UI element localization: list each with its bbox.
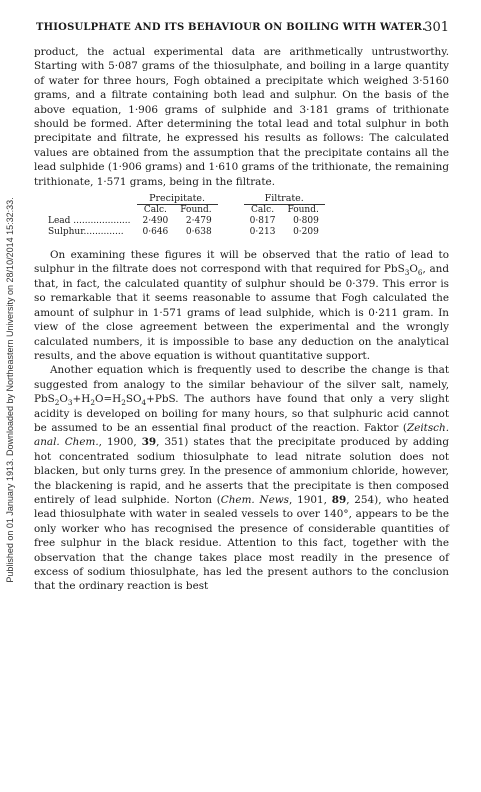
cell: 0·209 xyxy=(293,227,319,238)
col-calc: Calc. xyxy=(251,205,275,216)
volume-number: 39 xyxy=(141,436,157,449)
row-label: Sulphur.............. xyxy=(48,227,124,238)
volume-number: 89 xyxy=(331,493,347,506)
citation-journal: Chem. News xyxy=(220,493,290,506)
cell: 2·490 xyxy=(142,216,169,227)
group-precipitate: Precipitate. xyxy=(149,193,206,205)
results-table xyxy=(40,193,325,238)
download-notice: Published on 01 January 1913. Downloaded by Northeastern University on 28/10/2014 15:32:33. xyxy=(5,197,15,583)
page-number: 301 xyxy=(424,20,449,35)
col-calc: Calc. xyxy=(143,205,167,216)
cell: 0·213 xyxy=(249,227,276,238)
cell: 0·646 xyxy=(142,227,169,238)
cell: 2·479 xyxy=(185,216,212,227)
table-row xyxy=(40,227,325,238)
paragraph-2: On examining these figures it will be observed that the ratio of lead to sulphur in the filtrate does not correspond with that required for $PbS_3O_6$, and that, in fact, the calculated quantity of sulphur should be 0·379. This error is so remarkable that it seems reasonable to assume that Fogh calculated the amount of sulphur in 1·571 grams of lead sulphide, which is 0·211 gram. In view of the close agreement between the experimental and the wrongly calculated numbers, it is impossible to base any deduction on the analytical results, and the above equation is without quantitative support. xyxy=(34,249,449,362)
table-row xyxy=(40,216,325,227)
article-body xyxy=(34,45,449,594)
col-found: Found. xyxy=(180,205,212,216)
paragraph-3: Another equation which is frequently used to describe the change is that suggested from analogy to the similar behaviour of the silver salt, namely, $PbS_2O_3+H_2O=H_2SO_4+PbS$. The authors have found that only a very slight acidity is developed on boiling for many hours, so that sulphuric acid cannot be assumed to be an essential final product of the reaction. Faktor (Zeitsch. anal. Chem., 1900, 39, 351) states that the precipitate produced by adding hot concentrated sodium thiosulphate to lead nitrate solution does not blacken, but only turns grey. In the presence of ammonium chloride, however, the blackening is rapid, and he asserts that the precipitate is then composed entirely of lead sulphide. Norton (Chem. News, 1901, 89, 254), who heated lead thiosulphate with water in sealed vessels to over 140°, appears to be the only worker who has recognised the presence of considerable quantities of free sulphur in the black residue. Attention to this fact, together with the observation that the change takes place most readily in the presence of excess of sodium thiosulphate, has led the present authors to the conclusion that the ordinary reaction is best xyxy=(34,364,449,593)
running-header xyxy=(28,20,449,36)
running-title: THIOSULPHATE AND ITS BEHAVIOUR ON BOILING WITH WATER. xyxy=(36,22,426,33)
paragraph-1: product, the actual experimental data are arithmetically untrustworthy. Starting with 5·087 grams of the thiosulphate, and boiling in a large quantity of water for three hours, Fogh obtained a precipitate which weighed 3·5160 grams, and a filtrate containing both lead and sulphur. On the basis of the above equation, 1·906 grams of sulphide and 3·181 grams of trithionate should be formed. After determining the total lead and total sulphur in both precipitate and filtrate, he expressed his results as follows: The calculated values are obtained from the assumption that the precipitate contains all the lead sulphide (1·906 grams) and 1·610 grams of the trithionate, the remaining trithionate, 1·571 grams, being in the filtrate. xyxy=(34,46,449,188)
citation-journal: Zeitsch. anal. Chem. xyxy=(34,421,449,449)
cell: 0·809 xyxy=(293,216,319,227)
group-filtrate: Filtrate. xyxy=(264,193,304,205)
cell: 0·638 xyxy=(185,227,212,238)
row-label: Lead .................... xyxy=(48,216,131,227)
download-watermark xyxy=(0,0,20,792)
cell: 0·817 xyxy=(249,216,276,227)
col-found: Found. xyxy=(287,205,319,216)
